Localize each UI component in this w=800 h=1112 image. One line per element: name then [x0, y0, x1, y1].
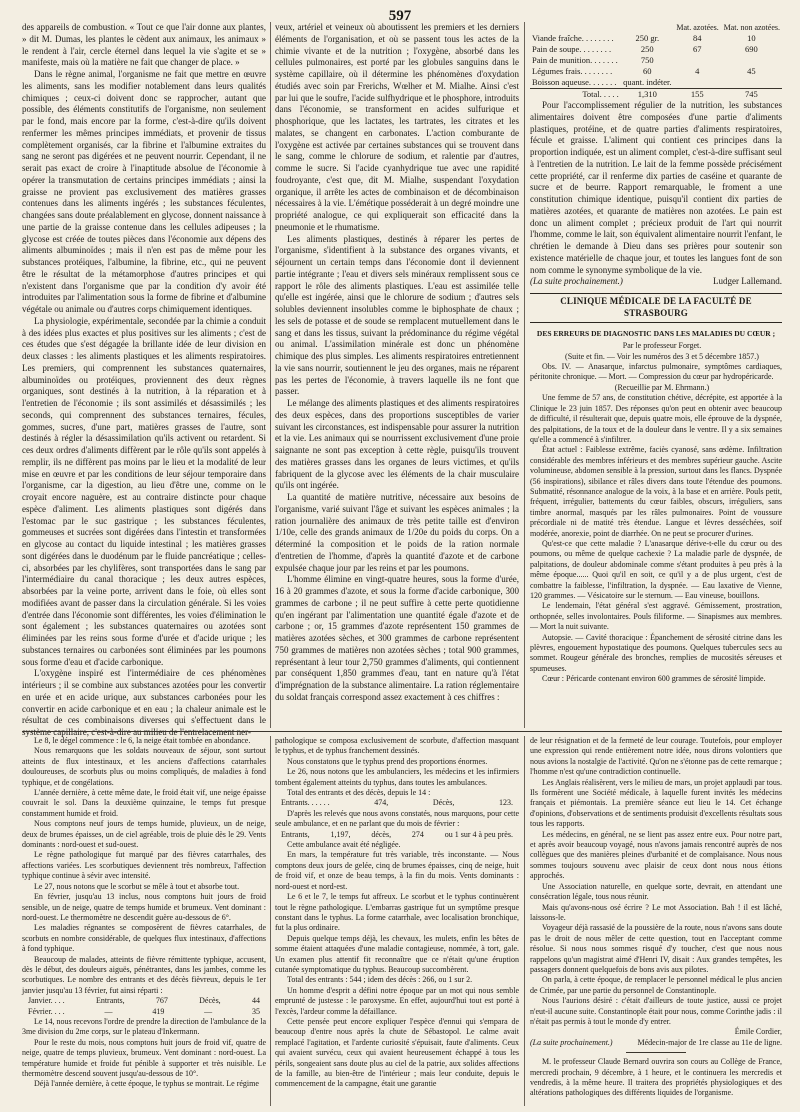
table-cell: quant. indéter. [623, 77, 672, 87]
table-cell [721, 77, 782, 89]
section-title: CLINIQUE MÉDICALE DE LA FACULTÉ DE STRASBOURG [530, 293, 782, 323]
paragraph: Les maladies régnantes se composèrent de fièvres catarrhales, de scorbuts en nombre considérable, de quelques flux intestinaux, d'affections à fond typhique. [22, 923, 266, 954]
column-3 [530, 22, 782, 728]
table-cell: 750 [640, 55, 654, 65]
table-cell: 84 [693, 33, 702, 43]
column-rule [524, 736, 525, 1106]
table-cell: 60 [643, 66, 652, 76]
paragraph: La quantité de matière nutritive, nécessaire aux besoins de l'organisme, varié suivant l'âge et suivant les espèces animales ; la ration journalière des animaux de très petite taille est d'environ 1/10e, celle des grands animaux de 1/20e du poids du corps. On a déterminé la composition et le poids de la ration normale d'entretien de l'homme, d'après la quantité d'azote et de carbone expulsée chaque jour par les reins et par les poumons. [275, 492, 519, 573]
paragraph: Total des entrants et des décès, depuis le 14 : [287, 788, 431, 798]
signature-row [530, 276, 782, 288]
paragraph: D'après les relevés que nous avons constatés, nous marquons, pour cette seule ambulance, et en ne parlant que du mois de février : [275, 808, 519, 829]
table-row [275, 830, 519, 840]
table-cell: — [104, 1006, 113, 1016]
table-cell: 4 [695, 66, 700, 76]
table-cell: Entrants, [281, 829, 310, 839]
paragraph: Les aliments plastiques, destinés à réparer les pertes de l'organisme, s'identifient à la substance des organes vivants, et séjournent un certain temps dans l'économie dont il deviennent partie intégrante ; l'eau et divers sels minéraux remplissent sous ce rapport le rôle des aliments plastiques. L'eau est assimilée telle qu'elle est ingérée, ainsi que le chlorure de sodium ; d'autres sels solubles deviennent insolubles comme le biphosphate de chaux ; les sels de potasse et de soude se remplacent mutuellement dans le sang et dans les tissus, suivant la prédominance du régime végétal ou animal. L'assimilation minérale est donc un phénomène chimique des plus simples. Les aliments respiratoires entretiennent la vie sans nourrir, soutiennent le jeu des organes, mais ne réparent pas les pertes de l'économie, à travers laquelle ils ne font que passer. [275, 233, 519, 397]
paragraph: de leur résignation et de la fermeté de leur courage. Toutefois, pour employer une expression qui rende entièrement notre idée, nous dirons volontiers que nous avions la nostalgie de l'activité. Qu'on ne s'étonne pas de cette remarque ; l'homme n'est qu'une contradiction continuelle. [530, 736, 782, 777]
table-cell: décès, [371, 829, 392, 839]
paragraph: Déjà l'année dernière, à cette époque, le typhus se montrait. Le régime [34, 1079, 259, 1089]
table-cell: Viande fraîche. . . . . . . . [532, 33, 614, 43]
paragraph: veux, artériel et veineux où aboutissent les premiers et les derniers éléments de l'organisation, et où se passent tous les actes de la chimie vivante et de la nutrition ; l'oxygène, absorbé dans les cellules pulmonaires, est porté par les globules sanguins dans le système capillaire, où il détermine les phénomènes d'oxydation étudiés avec soin par Frerichs, Wœlher et M. Mialhe. Ainsi c'est par lui que le soufre, l'acide sulfhydrique et le phosphore, introduits dans l'économie, se transforment en acides sulfurique et phosphorique, que les lactates, les tartrates, les citrates et les malates, se changent en carbonates. L'action comburante de l'oxygène est activée par certaines substances qui se trouvent dans le sang, comme le chlorure de sodium, et ralentie par d'autres, comme le sucre. Si l'acide cyanhydrique tue avec une rapidité foudroyante, c'est que, dit M. Mialhe, suspendant l'oxydation organique, il arrête les actes de combinaison et de décombinaison nécessaires à la vie. L'émétique posséderait à un degré moindre une propriété analogue, ce qui expliquerait son efficacité dans la pneumonie et le rhumatisme. [275, 22, 519, 232]
paragraph: Le 8, le dégel commence : le 6, la neige était tombée en abondance. [34, 736, 251, 745]
table-row [530, 66, 782, 77]
paragraph: Le règne pathologique fut marqué par des fièvres catarrhales, des affections variées. Les scorbutiques deviennent très nombreux, l'affection typhique continue à sévir avec intensité. [22, 850, 266, 881]
table-cell: Entrants. . . . . . [281, 798, 330, 808]
table-cell: Total. . . . . [530, 89, 621, 101]
table-cell: 67 [693, 44, 702, 54]
paragraph: L'homme élimine en vingt-quatre heures, sous la forme d'urée, 16 à 20 grammes d'azote, et sous la forme d'acide carbonique, 300 grammes de carbone ; il ne peut suffire à cette perte quotidienne qu'en ingérant par l'alimentation une quantité égale d'azote et de carbone ; or, 15 grammes d'azote représentent 150 grammes de matières azotées sèches, et 300 grammes de carbone représentent 750 grammes de matières non azotées sèches ; total 900 grammes, représentant à leur tour 2,750 grammes d'aliments, qui contiennent par conséquent 1,850 grammes d'eau, tant en nature qu'à l'état d'imprégnation de la substance alimentaire. La ration réglementaire du soldat français correspond assez exactement à ces chiffres : [275, 574, 519, 702]
continuation-note: (Suite et fin. — Voir les numéros des 3 et 5 décembre 1857.) [565, 351, 759, 361]
short-rule [626, 1052, 686, 1053]
table-cell: 419 [152, 1006, 165, 1016]
paragraph: Le 26, nous notons que les ambulanciers, les médecins et les infirmiers tombent également atteints du typhus, dans toutes les ambulances. [275, 767, 519, 787]
table-cell: Pain de munition. . . . . . . [532, 55, 618, 65]
article-author: Par le professeur Forget. [622, 341, 702, 351]
table-cell: Pain de soupe. . . . . . . . [532, 44, 612, 54]
table-cell: 250 gr. [635, 33, 660, 43]
paragraph: Un homme d'esprit a défini notre époque par un mot qui nous semble emprunté de justesse : le paroxysme. En effet, aujourd'hui tout est porté à l'excès, l'ardeur comme la défaillance. [275, 985, 519, 1016]
table-cell: Décès, [432, 798, 455, 808]
table-cell: Décès, [199, 996, 221, 1006]
table-cell: 250 [640, 44, 654, 54]
table-cell: 1,310 [621, 89, 674, 101]
table-cell: Légumes frais. . . . . . . . [532, 66, 613, 76]
paragraph: Une femme de 57 ans, de constitution chétive, décrépite, est apportée à la Clinique le 23 juin 1857. Des réponses qu'on peut en obtenir avec beaucoup de difficulté, il résulterait que, depuis quatre mois, elle éprouve de la dyspnée, des palpitations, de la toux et de la douleur dans le ventre. Il y a six semaines qu'elle a commencé à s'infiltrer. [530, 393, 782, 444]
table-row [530, 77, 782, 89]
paragraph: M. le professeur Claude Bernard ouvrira son cours au Collège de France, mercredi prochain, 9 décembre, à 1 heure, et le continuera les mercredis et vendredis, à la même heure. Il traitera des propriétés physiologiques et des altérations pathologiques des différents liquides de l'organisme. [530, 1057, 782, 1098]
paragraph: Beaucoup de malades, atteints de fièvre rémittente typhique, accusent, dès le début, des douleurs aiguës, pénétrantes, dans les jambes, comme les scorbutiques. Le nombre des entrants et des décès fièvreux, depuis le 1er janvier jusqu'au 13 février, fut ainsi réparti : [22, 954, 266, 995]
paragraph: En février, jusqu'au 13 inclus, nous comptons huit jours de froid sensible, un de neige, quatre de temps humide et brumeux. Vent dominant : nord-ouest. Le thermomètre ne descendit guère au-dessous de 6°. [22, 892, 266, 922]
paragraph: Une Association naturelle, en quelque sorte, devrait, en attendant une consécration légale, tous nous réunir. [530, 881, 782, 902]
paragraph: En mars, la température fut très variable, très inconstante. — Nous comptons deux jours de gelée, cinq de brumes épaisses, cinq de neige, huit de froid vif, et onze de beau temps, à la fin du mois. Vents dominants : nord-ouest et nord-est. [275, 850, 519, 891]
paragraph: Le lendemain, l'état général s'est aggravé. Gémissement, prostration, orthopnée, selles involontaires. Pouls filiforme. — Sinapismes aux membres. — Mort la nuit suivante. [530, 601, 782, 632]
table-cell: 35 [251, 1006, 260, 1016]
table-cell: ou 1 sur 4 à peu près. [444, 829, 513, 839]
paragraph: Les Anglais réalisèrent, vers le milieu de mars, un projet applaudi par tous. Ils formèrent une Société médicale, à laquelle furent invités les médecins français et piémontais. La première séance eut lieu le 14. Cet échange d'opinions, d'observations et de sentiments produisit d'excellents résultats sous tous les rapports. [530, 777, 782, 829]
paragraph: Nous constatons que le typhus prend des proportions énormes. [287, 756, 488, 766]
table-header: Mat. azotées. [676, 23, 719, 32]
author-title: Médecin-major de 1re classe au 11e de ligne. [637, 1037, 782, 1047]
author-signature: Ludger Lallemand. [713, 276, 782, 287]
paragraph: Le mélange des aliments plastiques et des aliments respiratoires des deux espèces, dans des proportions susceptibles de varier suivant les circonstances, est indispensable pour assurer la nutrition et la vie. Les animaux qui se nourrissent exclusivement d'une proie saignante ne sont pas exception à cette règle, puisqu'ils trouvent des matières grasses dans les organes de leurs victimes, et qu'ils fabriquent de la glycose avec les éléments de la chair musculaire qu'ils ont ingérée. [275, 398, 519, 491]
paragraph: Mais qu'avons-nous osé écrire ? Le mot Association. Bah ! il est lâché, laissons-le. [530, 902, 782, 922]
continuation-note: (La suite prochainement.) [530, 1037, 613, 1047]
paragraph: Cœur : Péricarde contenant environ 600 grammes de sérosité limpide. [542, 674, 766, 684]
paragraph: Le 6 et le 7, le temps fut affreux. Le scorbut et le typhus continuèrent tout le règne pathologique. L'embarras gastrique fut un symptôme presque constant dans le typhus. La forme catarrhale, avec localisation bronchique, fut la plus ordinaire. [275, 892, 519, 933]
paragraph: Nous comptons neuf jours de temps humide, pluvieux, un de neige, deux de brumes épaisses, un de ciel agréable, trois de pluie dès le 29. Vents dominants : nord-ouest et sud-ouest. [22, 819, 266, 850]
column-6 [530, 736, 782, 1106]
ration-table [530, 22, 782, 100]
table-cell: Boisson aqueuse. . . . . . . [532, 77, 617, 87]
column-1 [22, 22, 266, 737]
column-rule [270, 736, 271, 1106]
paragraph: Nous l'aurions désiré : c'était d'ailleurs de toute justice, aussi ce projet n'eut-il aucune suite. Constantinople était pour nous, comme Corinthe jadis : il n'était pas permis à tout le monde d'y entrer. [530, 996, 782, 1026]
column-5 [275, 736, 519, 1106]
observation-heading: Obs. IV. — Anasarque, infarctus pulmonaire, symptômes cardiaques, péritonite chronique. — Mort. — Compression du cœur par hydropéricarde. [530, 362, 782, 382]
horizontal-divider [22, 731, 782, 732]
author-signature: Émile Cordier, [734, 1027, 782, 1037]
paragraph: Cette ambulance avait été négligée. [287, 840, 401, 850]
table-cell: 474, [374, 798, 389, 808]
table-cell: 10 [747, 33, 756, 43]
paragraph: Les médecins, en général, ne se lient pas assez entre eux. Pour notre part, et après avoir beaucoup voyagé, nous n'avons jamais rencontré auprès de nos collègues que des manières pleines d'urbanité et de complaisance. Nous nous sommes toujours souvenu avec plaisir de ceux dont nous nous étions approchés. [530, 829, 782, 881]
table-row [530, 33, 782, 44]
continuation-note: (La suite prochainement.) [530, 276, 623, 287]
column-2 [275, 22, 519, 728]
table-cell: Janvier. . . . [28, 996, 65, 1006]
column-rule [270, 22, 271, 728]
table-cell: 767 [155, 996, 168, 1006]
paragraph: Dans le règne animal, l'organisme ne fait que mettre en œuvre les aliments, sans les modifier notablement dans leurs qualités chimiques ; ceux-ci doivent donc se rapprocher, autant que possible, des éléments constitutifs de l'organisme, non seulement par le fond, mais encore par la forme, c'est-à-dire qu'ils doivent renfermer les mêmes principes immédiats, et provenir de tissus complètement organisés, car la fibrine et l'albumine extraites du sang ne seront pas digérées et ne peuvent nourrir. Cependant, il ne serait pas exact de croire à l'inaptitude absolue de l'économie à opérer la transmutation de certains principes immédiats ; ainsi la graisse ne provient pas exclusivement des matières grasses contenues dans les aliments ingérés ; les substances féculentes, changées sans doute préalablement en glycose, donnent naissance à une partie de la graisse contenue dans les cellules adipeuses ; la glycose est créée de toutes pièces dans l'économie aux dépens des aliments albuminoïdes ; mais il n'en est pas de même pour les substances protéiques, l'albumine, la fibrine, etc., qui ne peuvent être le résultat de la métamorphose d'autres principes et qui n'existent dans l'organisme que par la condition d'y avoir été introduites par l'alimentation sous la forme de fibrine et d'albumine végétale ou animale ou d'autres corps chimiquement identiques. [22, 69, 266, 314]
table-cell: 155 [674, 89, 721, 101]
table-row [530, 55, 782, 66]
paragraph: L'année dernière, à cette même date, le froid était vif, une neige épaisse couvrait le sol. Dans la deuxième quinzaine, le temps fut presque constamment humide et froid. [22, 788, 266, 818]
paragraph: Depuis quelque temps déjà, les chevaux, les mulets, enfin les bêtes de somme étaient attaquées d'une maladie contagieuse, nommée, à tort, gale. Un examen plus attentif fit reconnaître que ce n'était qu'une éruption cutanée symptomatique du typhus. Beaucoup succombèrent. [275, 933, 519, 974]
article-subtitle: DES ERREURS DE DIAGNOSTIC DANS LES MALADIES DU CŒUR ; [536, 328, 776, 338]
table-total-row [530, 89, 782, 101]
paragraph: Cette pensée peut encore expliquer l'espèce d'ennui qui s'empara de beaucoup d'entre nous après la chute de Sébastopol. Le calme avait remplacé l'agitation, et l'ardente curiosité s'épuisait, faute d'aliments. Ceux qui avaient survécu, ceux qui avaient heureusement échappé à tous les périls, songeaient sans doute plus au ciel de la patrie, aux solides affections de la famille, au bien-être de l'intérieur ; mais leur conduite, depuis le commencement de la campagne, était une garantie [275, 1016, 519, 1089]
column-4 [22, 736, 266, 1106]
table-row [22, 996, 266, 1006]
paragraph: des appareils de combustion. « Tout ce que l'air donne aux plantes, » dit M. Dumas, les plantes le cèdent aux animaux, les animaux » le rendent à l'air, cercle éternel dans lequel la vie s'agite et se » manifeste, mais où la matière ne fait que changer de place. » [22, 22, 266, 68]
table-cell [674, 77, 721, 89]
table-cell: Entrants, [95, 996, 125, 1006]
table-cell: 1,197, [330, 829, 351, 839]
table-cell: Février. . . . [28, 1006, 65, 1016]
table-row [275, 798, 519, 808]
paragraph: Total des entrants : 544 ; idem des décès : 266, ou 1 sur 2. [287, 975, 473, 985]
paragraph: On parla, à cette époque, de remplacer le personnel médical le plus ancien de Crimée, par une partie du personnel de Constantinople. [530, 975, 782, 995]
paragraph: Autopsie. — Cavité thoracique : Épanchement de sérosité citrine dans les plèvres, engouement hypostatique des poumons. Quelques tubercules secs au sommet. Rougeur générale des bronches, remplies de mucosités séreuses et spumeuses. [530, 632, 782, 673]
table-cell: 44 [251, 996, 260, 1006]
paragraph: État actuel : Faiblesse extrême, faciès cyanosé, sans œdème. Infiltration considérable des membres inférieurs et des membres supérieur gauche. Ascite volumineuse, abdomen sensible à la pression, surtout dans les flancs. Dyspnée (56 inspirations), sibilance et râles divers dans toute l'étendue des poumons. Submatité, résonnance analogue de la voix, à la base et en arrière. Pouls petit, fréquent, irrégulier, battements du cœur faibles, obscurs, irréguliers, sans timbre anormal, masqués par les râles pulmonaires. Point de voussure précordiale ni de matité très étendue. Langue et lèvres desséchées, soif modérée, anorexie, point de diarrhée. On ne peut se procurer d'urines. [530, 445, 782, 538]
table-cell [721, 55, 782, 66]
table-cell: 274 [411, 829, 424, 839]
page-number: 597 [388, 8, 412, 24]
table-cell: 123. [499, 798, 513, 808]
table-row [22, 1007, 266, 1017]
paragraph: Voyageur déjà rassasié de la poussière de la route, nous n'avons sans doute pas le droit de nous mêler de cette question, tout en l'acceptant comme résolue. Si nous nous sommes risqué d'y toucher, c'est que nous nous rappelons qu'un magistrat aimé d'Henri IV, disait : Aux grandes tempêtes, les passagers donnent quelquefois de bons avis aux pilotes. [530, 923, 782, 974]
paragraph: La physiologie, expérimentale, secondée par la chimie a conduit à des idées plus exactes et plus positives sur les aliments ; c'est de ces études que s'est dégagée la brillante idée de leur division en deux classes : les aliments plastiques et les aliments respiratoires. Les premiers, qui comprennent les substances quaternaires, albuminoïdes ou protéiques, proviennent des deux règnes organiques, sont destinés à la nutrition, à la réparation et à l'entretien de l'économie ; ils sont assimilés et désassimilés ; les seconds, qui comprennent des substances ternaires, fécules, gommes, sucres, d'une part, matières grasses de l'autre, sont destinés à régler la désassimilation qu'ils activent ou retardent. Si ces deux ordres d'aliments diffèrent par le rôle qu'ils sont appelés à remplir, ils ne diffèrent pas moins par le lieu et la modalité de leur mise en œuvre et par les conditions de leur séjour temporaire dans l'organisme, car la digestion, au lieu d'être une, comme on le croyait encore naguère, est au contraire distincte pour chaque espèce d'aliment. Les aliments plastiques sont digérés dans l'estomac par le suc gastrique ; les substances féculentes, gommeuses et sucrées sont digérées dans l'intestin et transformées en glycose au contact du liquide intestinal ; les matières grasses sont digérées dans le duodénum par le fluide pancréatique ; celles-ci, absorbées par les chylifères, sont transportées dans le sang par l'intermédiaire du canal thoracique ; les deux autres espèces, absorbées par la veine porte, arrivent dans le foie, où elles sont modifiées avant de passer dans la circulation générale. Si les voies d'entrée dans l'économie sont différentes, les voies d'élimination le sont également ; les substances quaternaires ou azotées sont éliminées par les reins sous forme d'urée et d'acide urique ; les substances ternaires ou carbonées sont éliminées par les poumons sous forme d'eau et d'acide carbonique. [22, 315, 266, 667]
paragraph: Qu'est-ce que cette maladie ? L'anasarque dérive-t-elle du cœur ou des poumons, ou même de quelque cachexie ? La maladie parle de dyspnée, de palpitations, de douleur abdominale comme s'étant produites à peu près à la même époque...... Quoi qu'il en soit, ce qu'il y a de plus urgent, c'est de combattre la faiblesse, l'infiltration, la dyspnée. — Eau laxative de Vienne, 120 grammes. — Vésicatoire sur le sternum. — Eau vineuse, bouillons. [530, 538, 782, 600]
case-report [530, 393, 782, 684]
paragraph: Nous remarquons que les soldats nouveaux de séjour, sont surtout atteints de flux intestinaux, et les anciens d'affections catarrhales douloureuses, de scorbuts plus ou moins compliqués, de maladies à fond typhique, et de congélations. [22, 746, 266, 787]
signature-row [530, 1038, 782, 1048]
paragraph: L'oxygène inspiré est l'intermédiaire de ces phénomènes intérieurs ; il se combine aux substances azotées pour les convertir en urée et en acide urique, aux substances carbonées pour les convertir en acide carbonique et en eau ; la chaleur animale est le résultat de ces combinaisons diverses qui s'effectuent dans le système capillaire, c'est-à-dire au milieu de l'entrelacement ner- [22, 668, 266, 737]
paragraph: Le 27, nous notons que le scorbut se mêle à tout et absorbe tout. [34, 881, 240, 891]
table-cell [674, 55, 721, 66]
table-header: Mat. non azotées. [723, 23, 780, 32]
paragraph: Pour le reste du mois, nous comptons huit jours de froid vif, quatre de neige, quatre de temps pluvieux, brumeux. Vent dominant : nord-ouest. La température humide et froide fut pénible à supporter et très nuisible. Le thermomètre descend souvent jusqu'au-dessous de 10°. [22, 1037, 266, 1078]
paragraph: Pour l'accomplissement régulier de la nutrition, les substances alimentaires doivent être composées d'une partie d'aliments plastiques, protéine, et de quatre parties d'aliments respiratoires, fécule et graisse. L'aliment qui contient ces principes dans la proportion indiquée, est un aliment complet, c'est-à-dire suffisant seul à l'entretien de la nutrition. Le lait de la femme possède précisément cette propriété, car il renferme dix parties de caséine et quarante de sucre et de beurre. Rapport remarquable, le froment a une constitution chimique identique, puisqu'il contient dix parties de matières azotées, et quarante de matières non azotées. Le pain est donc un aliment complet ; précieux produit de l'art qui nourrit l'homme, comme le lait, son équivalent alimentaire nourrit l'enfant, le chrétien le demande à Dieu dans ses prières pour soutenir son existence matérielle de chaque jour, et toutes les langues font de son nom comme le synonyme symbolique de la vie. [530, 100, 782, 275]
table-cell: 45 [747, 66, 756, 76]
column-rule [524, 22, 525, 728]
table-cell: — [204, 1006, 213, 1016]
paragraph: Le 14, nous recevons l'ordre de prendre la direction de l'ambulance de la 3me division du 2me corps, sur le plateau d'Inkermann. [22, 1016, 266, 1037]
recorded-by: (Recueillie par M. Ehrmann.) [614, 382, 710, 392]
table-cell: 690 [745, 44, 758, 54]
paragraph: pathologique se composa exclusivement de scorbute, d'affection masquant le typhus, et de typhus franchement dessinés. [275, 736, 519, 756]
table-row [530, 44, 782, 55]
table-cell: 745 [721, 89, 782, 101]
